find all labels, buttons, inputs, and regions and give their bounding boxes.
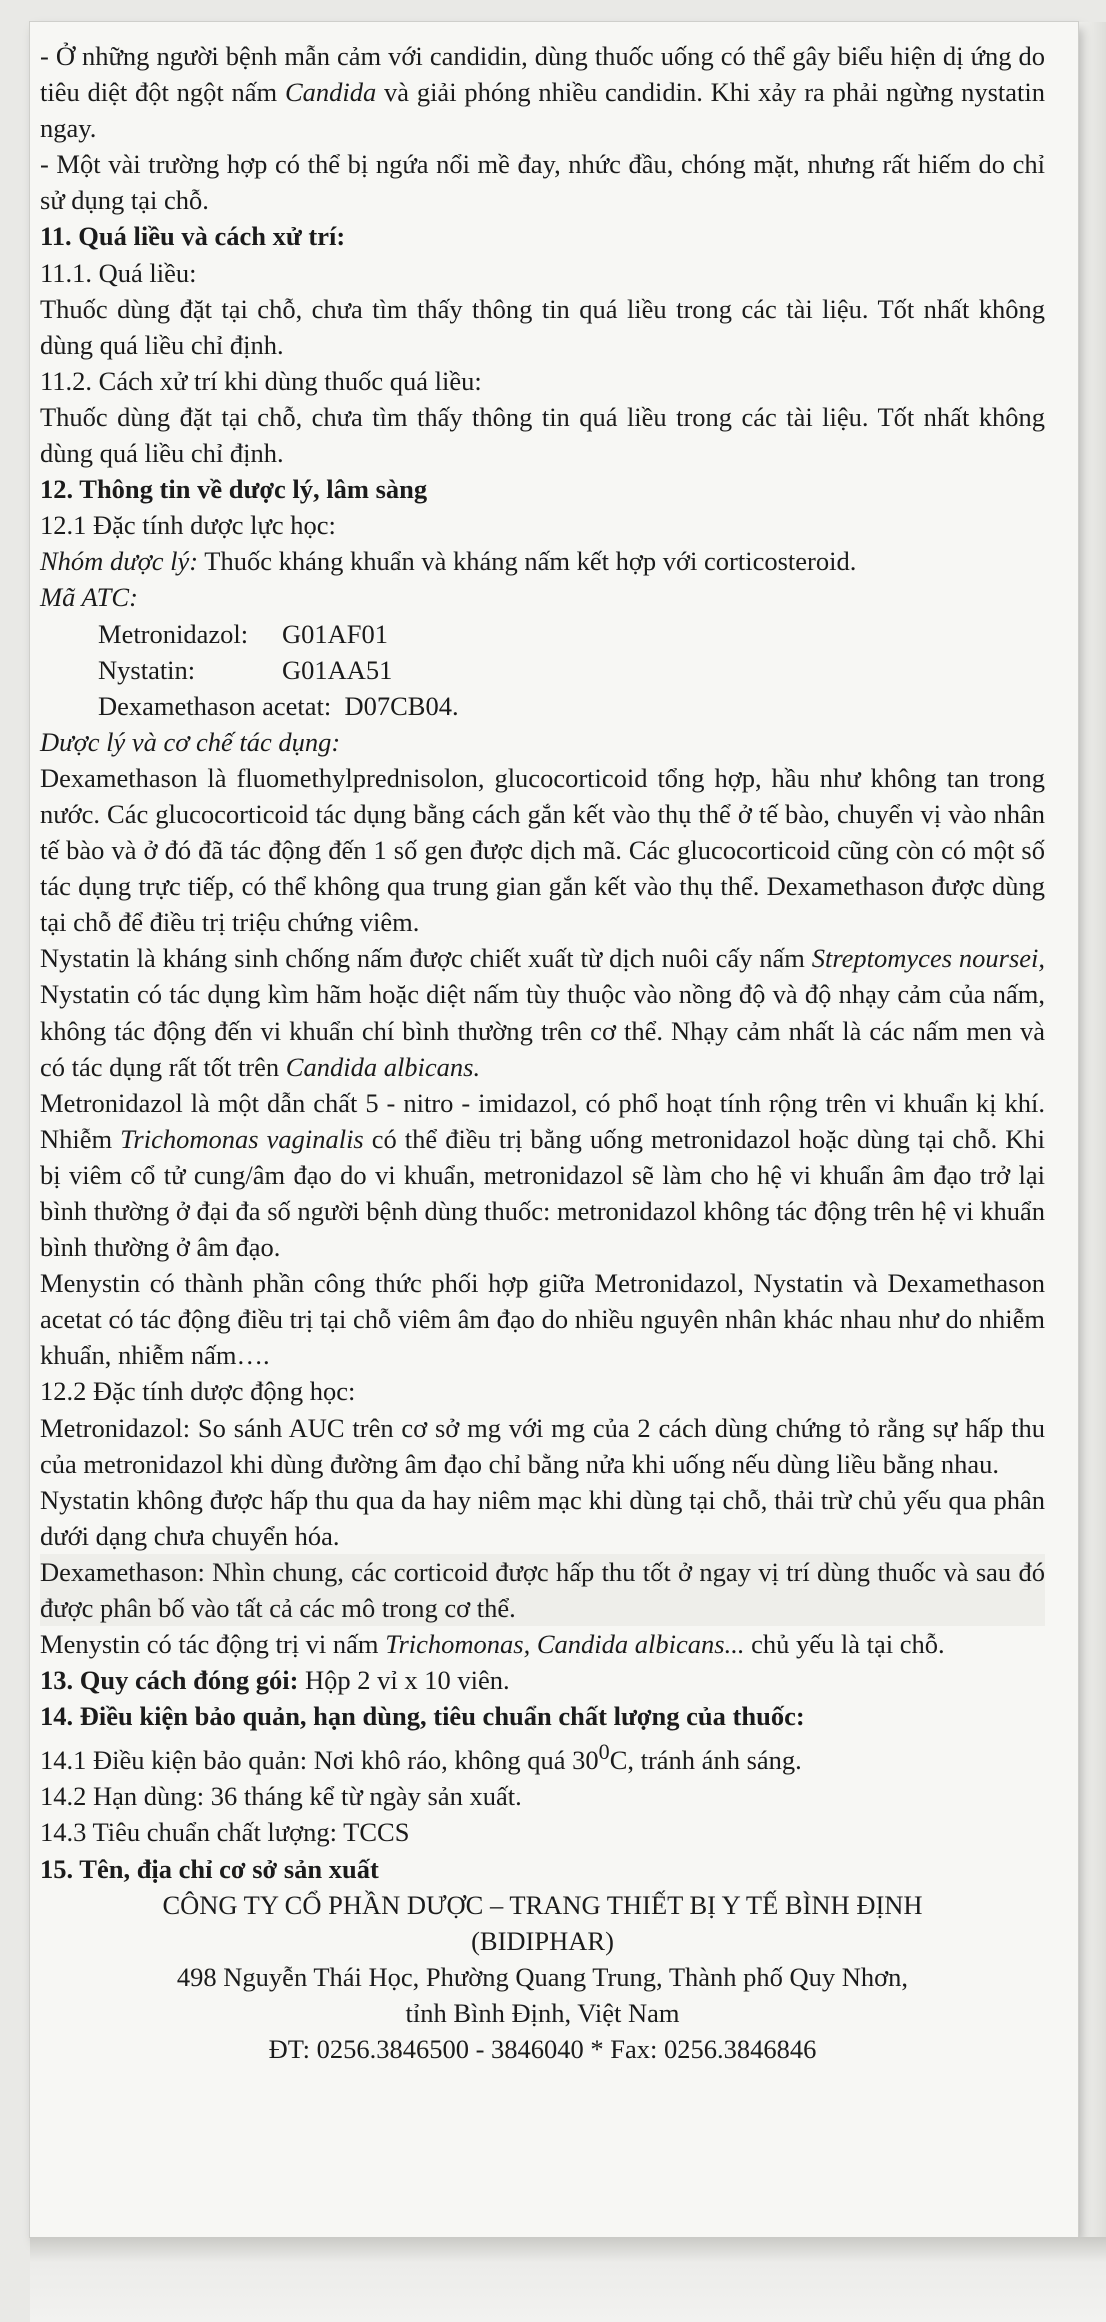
atc-label: Mã ATC:	[40, 582, 138, 613]
nystatin-paragraph: Nystatin là kháng sinh chống nấm được chiết xuất từ dịch nuôi cấy nấm Streptomyces noursei, Nystatin có tác dụng kìm hãm hoặc diệt nấm tùy thuộc vào nồng độ và độ nhạy cảm của nấm, không tác động đến vi khuẩn chí bình thường trên cơ thể. Nhạy cảm nhất là các nấm men và có tác dụng rất tốt trên Candida albicans.	[40, 943, 1046, 1082]
leaflet-text	[40, 38, 1045, 2067]
company-abbr: (BIDIPHAR)	[471, 1925, 614, 1956]
side-effect-candidin: - Ở những người bệnh mẫn cảm với candidin, dùng thuốc uống có thể gây biểu hiện dị ứng do tiêu diệt đột ngột nấm Candida và giải phóng nhiều candidin. Khi xảy ra phải ngừng nystatin ngay.	[40, 41, 1046, 144]
menystin-paragraph: Menystin có thành phần công thức phối hợp giữa Metronidazol, Nystatin và Dexamethason acetat có tác động điều trị tại chỗ viêm âm đạo do nhiều nguyên nhân khác nhau như do nhiễm khuẩn, nhiễm nấm….	[40, 1268, 1045, 1371]
mechanism-label: Dược lý và cơ chế tác dụng:	[40, 726, 341, 757]
company-address: 498 Nguyễn Thái Học, Phường Quang Trung, Thành phố Quy Nhơn,	[176, 1961, 909, 1992]
pk-menystin: Menystin có tác động trị vi nấm Trichomonas, Candida albicans... chủ yếu là tại chỗ.	[40, 1629, 945, 1660]
expiry: 14.2 Hạn dùng: 36 tháng kể từ ngày sản xuất.	[40, 1781, 522, 1812]
section-13: 13. Quy cách đóng gói: Hộp 2 vỉ x 10 viên.	[40, 1665, 510, 1696]
section-11-1-text: Thuốc dùng đặt tại chỗ, chưa tìm thấy thông tin quá liều trong các tài liệu. Tốt nhất không dùng quá liều chỉ định.	[40, 293, 1045, 360]
company-name: CÔNG TY CỔ PHẦN DƯỢC – TRANG THIẾT BỊ Y TẾ BÌNH ĐỊNH	[162, 1889, 923, 1920]
page-shadow	[30, 2237, 1106, 2322]
storage-conditions: 14.1 Điều kiện bảo quản: Nơi khô ráo, không quá $30^0C$, tránh ánh sáng.	[40, 1739, 802, 1776]
section-12-title: 12. Thông tin về dược lý, lâm sàng	[40, 474, 428, 505]
section-11-1-title: 11.1. Quá liều:	[40, 257, 197, 288]
section-14-title: 14. Điều kiện bảo quản, hạn dùng, tiêu chuẩn chất lượng của thuốc:	[40, 1701, 805, 1732]
section-11-2-text: Thuốc dùng đặt tại chỗ, chưa tìm thấy thông tin quá liều trong các tài liệu. Tốt nhất không dùng quá liều chỉ định.	[40, 401, 1045, 469]
dexamethason-paragraph: Dexamethason là fluomethylprednisolon, glucocorticoid tổng hợp, hầu như không tan trong nước. Các glucocorticoid tác dụng bằng cách gắn kết vào thụ thể ở tế bào, chuyển vị vào nhân tế bào và ở đó đã tác động đến 1 số gen được dịch mã. Các glucocorticoid cũng còn có một số tác dụng trực tiếp, có thể không qua trung gian gắn kết vào thụ thể. Dexamethason được dùng tại chỗ để điều trị triệu chứng viêm.	[40, 762, 1045, 938]
pk-nystatin: Nystatin không được hấp thu qua da hay niêm mạc khi dùng tại chỗ, thải trừ chủ yếu qua phân dưới dạng chưa chuyển hóa.	[40, 1484, 1045, 1551]
section-12-2-title: 12.2 Đặc tính dược động học:	[40, 1376, 356, 1407]
page-edge	[1078, 22, 1106, 2237]
quality-standard: 14.3 Tiêu chuẩn chất lượng: TCCS	[40, 1817, 410, 1848]
atc-row: Nystatin: G01AA51	[98, 654, 393, 685]
company-phone: ĐT: 0256.3846500 - 3846040 * Fax: 0256.3846846	[268, 2033, 817, 2064]
section-11-2-title: 11.2. Cách xử trí khi dùng thuốc quá liều:	[40, 365, 482, 396]
section-12-1-title: 12.1 Đặc tính dược lực học:	[40, 510, 336, 541]
section-11-title: 11. Quá liều và cách xử trí:	[40, 221, 346, 252]
metronidazol-paragraph: Metronidazol là một dẫn chất 5 - nitro - imidazol, có phổ hoạt tính rộng trên vi khuẩn kị khí. Nhiễm Trichomonas vaginalis có thể điều trị bằng uống metronidazol hoặc dùng tại chỗ. Khi bị viêm cổ tử cung/âm đạo do vi khuẩn, metronidazol sẽ làm cho hệ vi khuẩn âm đạo trở lại bình thường ở đại đa số người bệnh dùng thuốc: metronidazol không tác động trên hệ vi khuẩn bình thường ở âm đạo.	[40, 1087, 1046, 1263]
side-effect-urticaria: - Một vài trường hợp có thể bị ngứa nổi mề đay, nhức đầu, chóng mặt, nhưng rất hiếm do chỉ sử dụng tại chỗ.	[40, 149, 1045, 216]
atc-row: Metronidazol: G01AF01	[98, 618, 389, 649]
pk-metronidazol: Metronidazol: So sánh AUC trên cơ sở mg với mg của 2 cách dùng chứng tỏ rằng sự hấp thu của metronidazol khi dùng đường âm đạo chỉ bằng nửa khi uống nếu dùng liều bằng nhau.	[40, 1412, 1045, 1479]
pk-dexamethason: Dexamethason: Nhìn chung, các corticoid được hấp thu tốt ở ngay vị trí dùng thuốc và sau đó được phân bố vào tất cả các mô trong cơ thể.	[40, 1554, 1045, 1626]
pharmacological-group: Nhóm dược lý: Thuốc kháng khuẩn và kháng nấm kết hợp với corticosteroid.	[40, 546, 857, 577]
atc-row: Dexamethason acetat: D07CB04.	[98, 690, 459, 721]
section-15-title: 15. Tên, địa chỉ cơ sở sản xuất	[40, 1853, 379, 1884]
company-address: tỉnh Bình Định, Việt Nam	[405, 1997, 680, 2028]
